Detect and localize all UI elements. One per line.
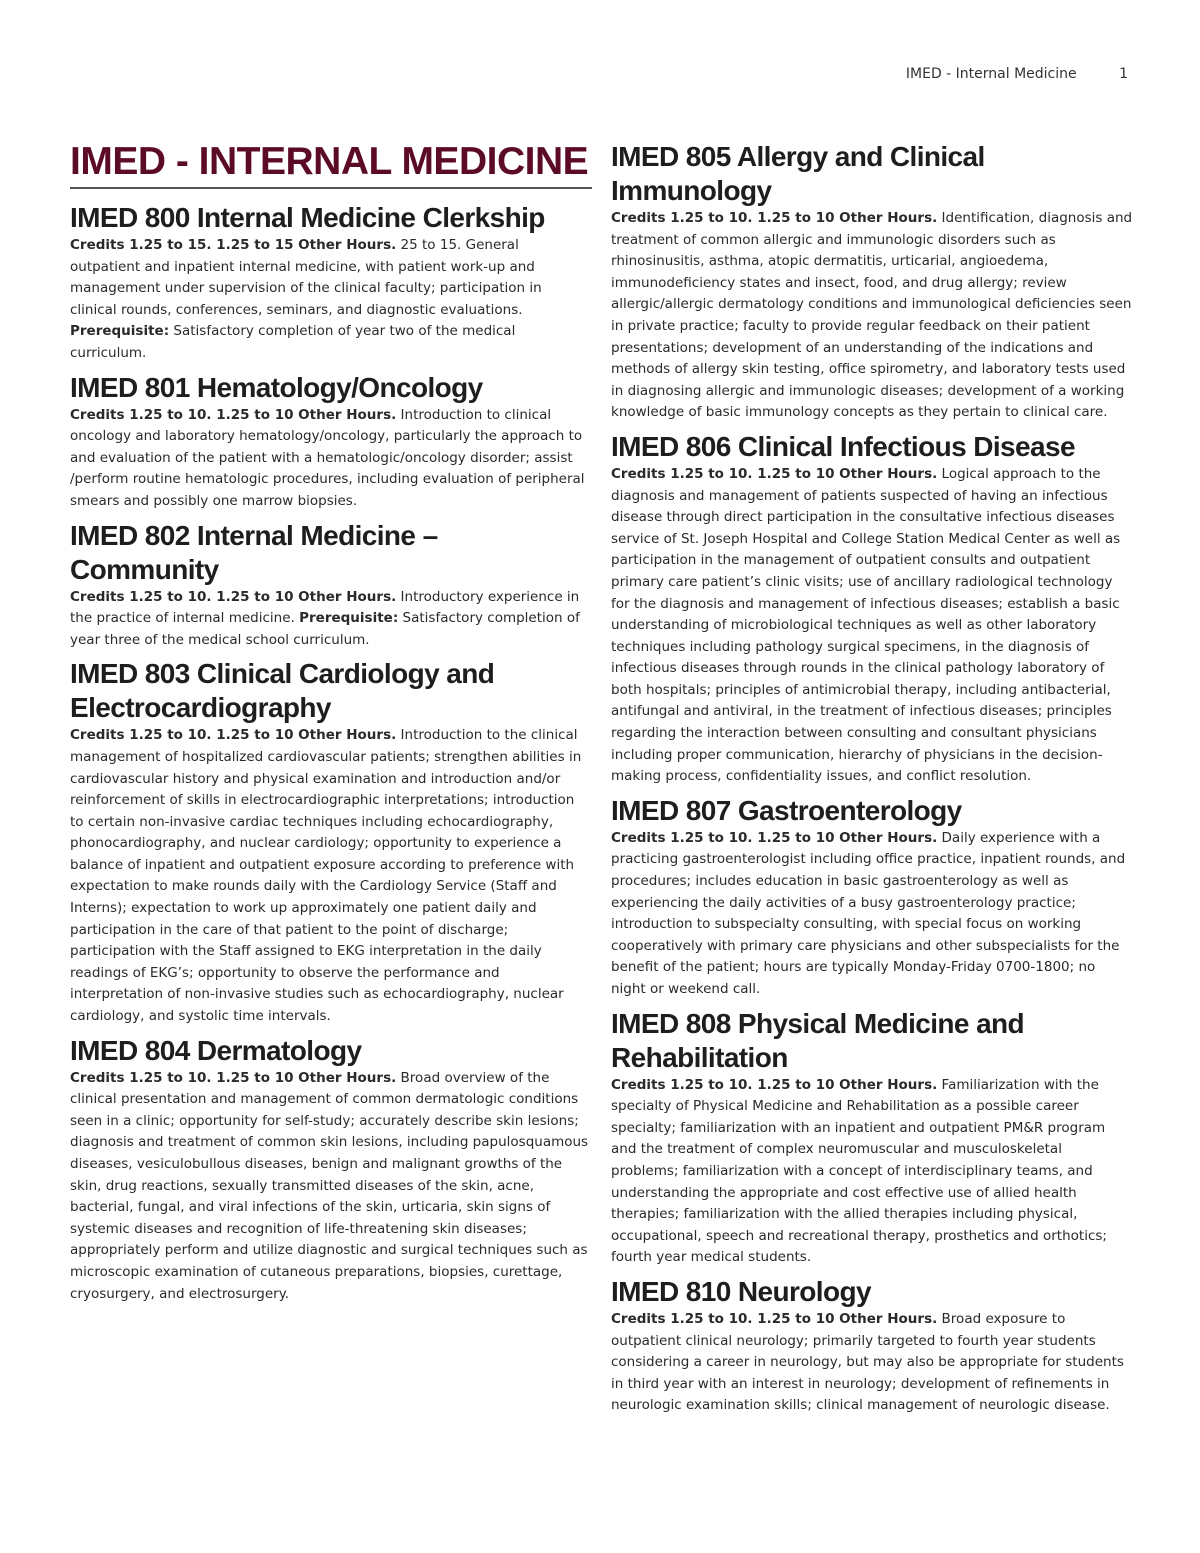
course-imed-810 [611,1275,1133,1417]
prerequisite-label: Prerequisite: [299,610,399,627]
course-description [70,725,592,1027]
page-title: IMED - INTERNAL MEDICINE [70,140,592,189]
course-description [611,464,1133,788]
course-imed-808 [611,1007,1133,1269]
course-description-text: Introduction to clinical oncology and laboratory hematology/oncology, particularly the approach to and evaluation of the patient with a hematologic/oncology disorder; assist /perform routine hematologic procedures, including evaluation of peripheral smears and possibly one marrow biopsies. [70,406,585,509]
course-imed-802 [70,519,592,652]
course-credits: Credits 1.25 to 10. 1.25 to 10 Other Hours. [70,588,397,605]
course-imed-800 [70,201,592,365]
right-column [611,140,1133,1423]
course-description [611,1075,1133,1269]
page-header [906,66,1128,82]
course-description-text: Identification, diagnosis and treatment of common allergic and immunologic disorders such as rhinosinusitis, asthma, atopic dermatitis, urticarial, angioedema, immunodeficiency states and insect, food, and drug allergy; review allergic/allergic dermatology conditions and immunological deficiencies seen in private practice; faculty to provide regular feedback on their patient presentations; development of an understanding of the indications and methods of allergy skin testing, office spirometry, and laboratory tests used in diagnosing allergic and immunologic diseases; development of a working knowledge of basic immunology concepts as they pertain to clinical care. [611,210,1133,421]
course-title: IMED 806 Clinical Infectious Disease [611,430,1075,462]
course-description [70,1068,592,1306]
course-credits: Credits 1.25 to 10. 1.25 to 10 Other Hours. [611,829,938,846]
course-credits: Credits 1.25 to 15. 1.25 to 15 Other Hours. [70,237,397,253]
prerequisite-label: Prerequisite: [70,323,170,340]
course-description [70,235,592,365]
course-imed-803 [70,657,592,1027]
course-title: IMED 803 Clinical Cardiology and Electrocardiography [70,658,495,724]
course-credits: Credits 1.25 to 10. 1.25 to 10 Other Hours. [70,406,397,423]
course-description-text: 25 to 15. General outpatient and inpatient internal medicine, with patient work-up and management under supervision of the clinical faculty; participation in clinical rounds, conferences, seminars, and diagnostic evaluations. [70,237,542,318]
course-credits: Credits 1.25 to 10. 1.25 to 10 Other Hours. [611,210,938,226]
course-description [611,208,1133,424]
course-description [70,405,592,513]
course-description-text: Logical approach to the diagnosis and management of patients suspected of having an infectious disease through direct participation in the consultative infectious diseases service of St. Joseph Hospital and College Station Medical Center as well as participation in the management of outpatient consults and outpatient primary care patient’s clinic visits; use of ancillary radiological technology for the diagnosis and management of infectious diseases; establish a basic understanding of microbiological techniques as well as other laboratory techniques including pathology surgical specimens, in the diagnosis of infectious diseases through rounds in the clinical pathology laboratory of both hospitals; principles of antimicrobial therapy, including antibacterial, antifungal and antiviral, in the treatment of infectious diseases; principles regarding the interaction between consulting and consultant physicians including proper communication, hierarchy of physicians in the decision-making process, confidentiality issues, and conflict resolution. [611,465,1121,785]
course-title: IMED 804 Dermatology [70,1034,362,1066]
course-description-text: Daily experience with a practicing gastroenterologist including office practice, inpatient rounds, and procedures; includes education in basic gastroenterology as well as experiencing the daily activities of a busy gastroenterology practice; introduction to subspecialty consulting, with special focus on working cooperatively with primary care physicians and other subspecialists for the benefit of the patient; hours are typically Monday-Friday 0700-1800; no night or weekend call. [611,829,1126,997]
left-column [70,140,592,1311]
course-title: IMED 805 Allergy and Clinical Immunology [611,141,985,206]
course-title: IMED 800 Internal Medicine Clerkship [70,202,545,233]
course-title: IMED 807 Gastroenterology [611,794,962,826]
course-title: IMED 810 Neurology [611,1275,871,1307]
course-description-text: Introductory experience in the practice of internal medicine. [70,588,580,627]
course-description [611,828,1133,1001]
course-title: IMED 801 Hematology/Oncology [70,371,483,403]
course-imed-804 [70,1034,592,1306]
course-imed-805 [611,140,1133,424]
course-title: IMED 808 Physical Medicine and Rehabilitation [611,1007,1025,1073]
course-description-text: Introduction to the clinical management of hospitalized cardiovascular patients; strengthen abilities in cardiovascular history and physical examination and introduction and/or reinforcement of skills in electrocardiographic interpretations; introduction to certain non-invasive cardiac techniques including echocardiography, phonocardiography, and nuclear cardiology; opportunity to experience a balance of inpatient and outpatient exposure according to preference with expectation to make rounds daily with the Cardiology Service (Staff and Interns); expectation to work up approximately one patient daily and participation in the care of that patient to the point of discharge; participation with the Staff assigned to EKG interpretation in the daily readings of EKG’s; opportunity to observe the performance and interpretation of non-invasive studies such as echocardiography, nuclear cardiology, and systolic time intervals. [70,727,582,1025]
course-credits: Credits 1.25 to 10. 1.25 to 10 Other Hours. [611,465,938,482]
course-description-text: Familiarization with the specialty of Physical Medicine and Rehabilitation as a possible career specialty; familiarization with an inpatient and outpatient PM&R program and the treatment of complex neuromuscular and musculoskeletal problems; familiarization with a concept of interdisciplinary teams, and understanding the appropriate and cost effective use of allied health therapies; familiarization with the allied therapies including physical, occupational, speech and recreational therapy, prosthetics and orthotics; fourth year medical students. [611,1076,1107,1266]
running-header-title: IMED - Internal Medicine [905,66,1077,82]
course-description [70,587,592,652]
prerequisite-text: Satisfactory completion of year three of the medical school curriculum. [70,610,580,648]
course-description-text: Broad exposure to outpatient clinical neurology; primarily targeted to fourth year students considering a career in neurology, but may also be appropriate for students in third year with an interest in neurology; development of refinements in neurologic examination skills; clinical management of neurologic disease. [611,1310,1124,1414]
course-credits: Credits 1.25 to 10. 1.25 to 10 Other Hours. [70,727,397,744]
course-imed-806 [611,430,1133,788]
course-credits: Credits 1.25 to 10. 1.25 to 10 Other Hours. [611,1076,938,1093]
course-description [611,1309,1133,1417]
course-credits: Credits 1.25 to 10. 1.25 to 10 Other Hours. [611,1310,938,1327]
page-number: 1 [1119,66,1128,82]
course-credits: Credits 1.25 to 10. 1.25 to 10 Other Hours. [70,1069,397,1086]
course-description-text: Broad overview of the clinical presentation and management of common dermatologic conditions seen in a clinic; opportunity for self-study; accurately describe skin lesions; diagnosis and treatment of common skin lesions, including papulosquamous diseases, vesiculobullous diseases, benign and malignant growths of the skin, drug reactions, sexually transmitted diseases of the skin, acne, bacterial, fungal, and viral infections of the skin, urticaria, skin signs of systemic diseases and recognition of life-threatening skin diseases; appropriately perform and utilize diagnostic and surgical techniques such as microscopic examination of cutaneous preparations, biopsies, curettage, cryosurgery, and electrosurgery. [70,1069,589,1302]
course-title: IMED 802 Internal Medicine – Community [70,519,438,585]
course-imed-801 [70,371,592,513]
prerequisite-text: Satisfactory completion of year two of the medical curriculum. [70,323,516,361]
course-imed-807 [611,794,1133,1001]
